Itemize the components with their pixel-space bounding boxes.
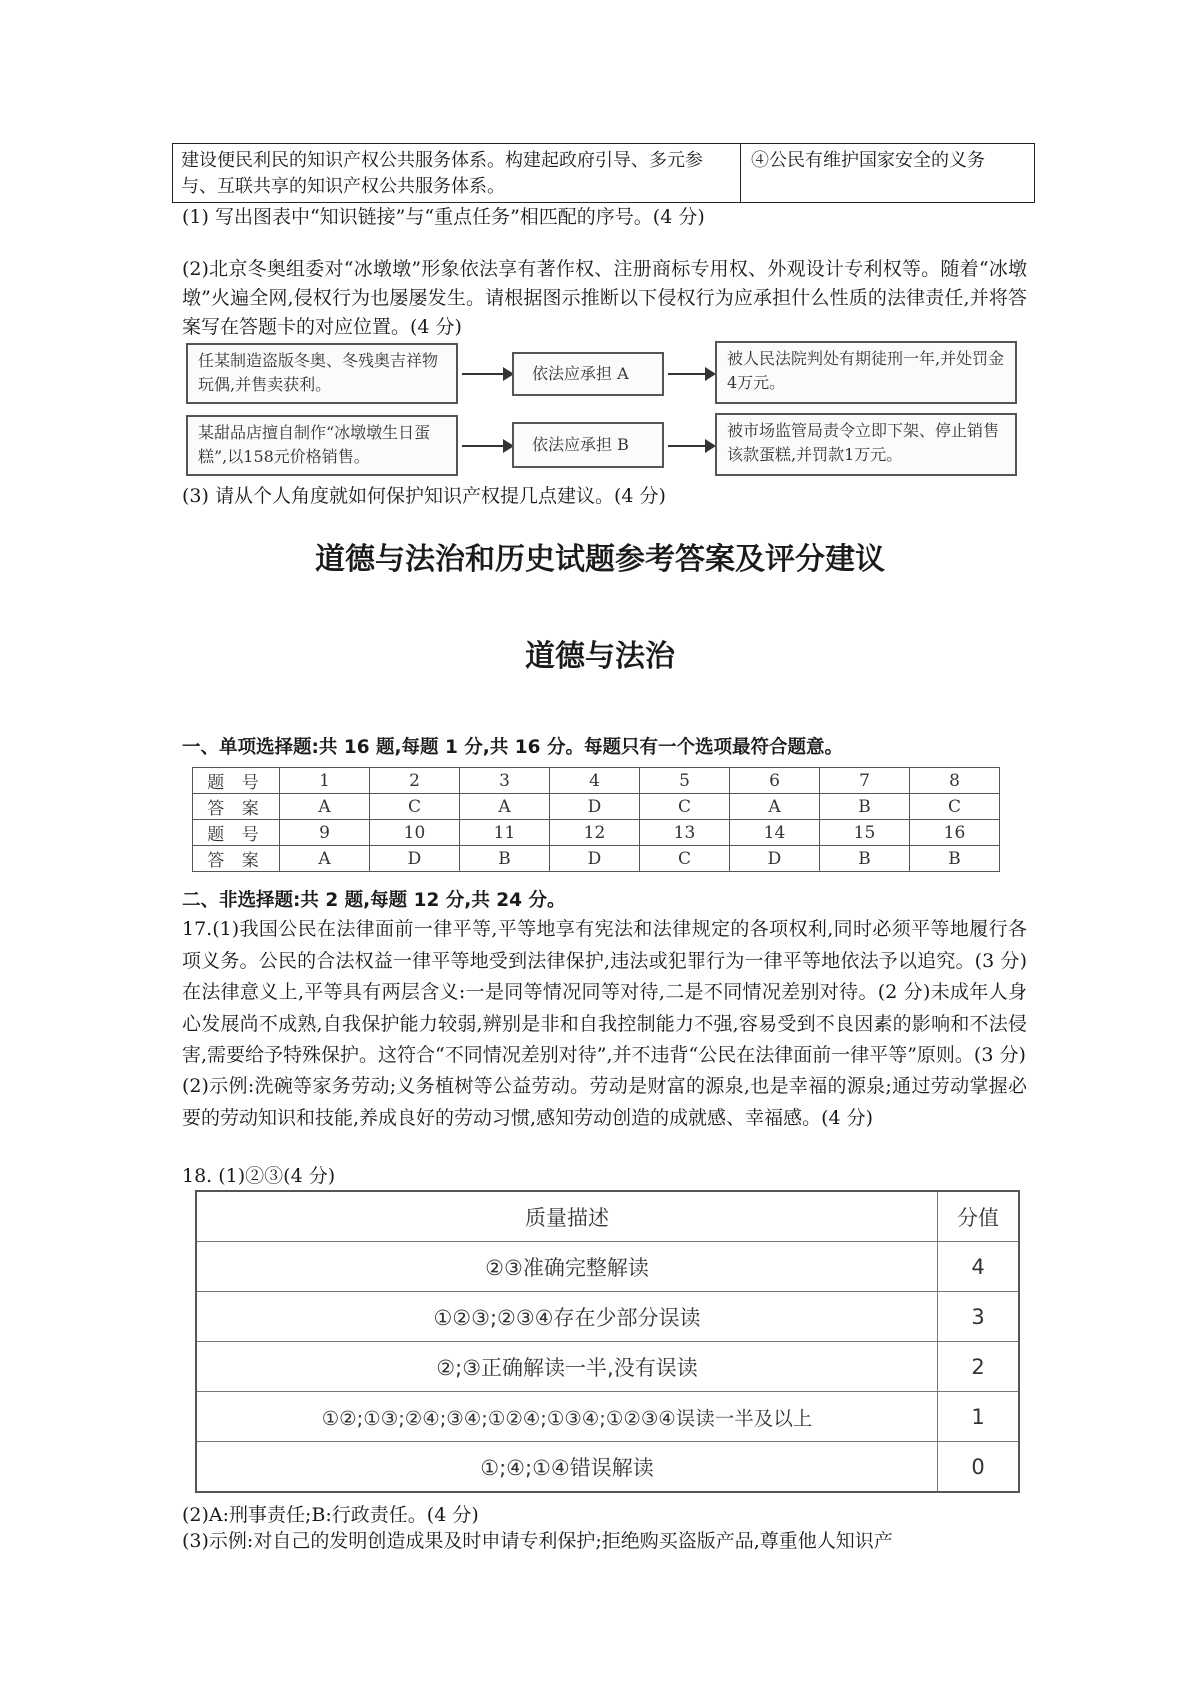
grid-label-num: 题 号 — [193, 768, 280, 794]
quality-score: 2 — [938, 1342, 1020, 1392]
quality-table-header — [196, 1191, 1019, 1242]
answer-17-1: 17.(1)我国公民在法律面前一律平等,平等地享有宪法和法律规定的各项权利,同时必须平等地履行各项义务。公民的合法权益一律平等地受到法律保护,违法或犯罪行为一律平等地依法予以追究。(3 分)在法律意义上,平等具有两层含义:一是同等情况同等对待,二是不同情况差别对待。(2 分)未成年人身心发展尚不成熟,自我保护能力较弱,辨别是非和自我控制能力不强,容易受到不良因素的影响和不法侵害,需要给予特殊保护。这符合“不同情况差别对待”,并不违背“公民在法律面前一律平等”原则。(3 分) — [182, 918, 1027, 1066]
quality-desc: ①②;①③;②④;③④;①②④;①③④;①②③④误读一半及以上 — [196, 1392, 938, 1442]
question-1: (1) 写出图表中“知识链接”与“重点任务”相匹配的序号。(4 分) — [182, 206, 705, 228]
grid-cell: C — [370, 794, 460, 820]
grid-cell: 4 — [550, 768, 640, 794]
quality-header-desc: 质量描述 — [196, 1191, 938, 1242]
grid-label-answer: 答 案 — [193, 794, 280, 820]
arrow-icon — [668, 373, 714, 375]
answer-18-3: (3)示例:对自己的发明创造成果及时申请专利保护;拒绝购买盗版产品,尊重他人知识产 — [182, 1530, 893, 1552]
grid-cell: C — [910, 794, 1000, 820]
grid-cell: B — [910, 846, 1000, 872]
grid-cell: A — [280, 846, 370, 872]
grid-cell: 12 — [550, 820, 640, 846]
section2-heading: 二、非选择题:共 2 题,每题 12 分,共 24 分。 — [182, 890, 566, 911]
grid-cell: 3 — [460, 768, 550, 794]
quality-header-score: 分值 — [938, 1191, 1020, 1242]
grid-cell: 7 — [820, 768, 910, 794]
quality-desc: ①;④;①④错误解读 — [196, 1442, 938, 1493]
answer-17-2: (2)示例:洗碗等家务劳动;义务植树等公益劳动。劳动是财富的源泉,也是幸福的源泉;通过劳动掌握必要的劳动知识和技能,养成良好的劳动习惯,感知劳动创造的成就感、幸福感。(4 分) — [182, 1075, 1027, 1129]
grid-cell: 1 — [280, 768, 370, 794]
question-2: (2)北京冬奥组委对“冰墩墩”形象依法享有著作权、注册商标专用权、外观设计专利权等。随着“冰墩墩”火遍全网,侵权行为也屡屡发生。请根据图示推断以下侵权行为应承担什么性质的法律责任,并将答案写在答题卡的对应位置。(4 分) — [182, 258, 1027, 338]
grid-row-answers-1 — [193, 794, 1000, 820]
grid-cell: C — [640, 846, 730, 872]
top-table — [172, 143, 1035, 203]
flow-row1-right: 被人民法院判处有期徒刑一年,并处罚金4万元。 — [715, 341, 1017, 404]
quality-score: 3 — [938, 1292, 1020, 1342]
quality-row — [196, 1342, 1019, 1392]
grid-cell: D — [370, 846, 460, 872]
quality-table — [195, 1190, 1020, 1493]
grid-cell: 16 — [910, 820, 1000, 846]
grid-cell: 14 — [730, 820, 820, 846]
quality-score: 1 — [938, 1392, 1020, 1442]
question-3: (3) 请从个人角度就如何保护知识产权提几点建议。(4 分) — [182, 485, 666, 507]
grid-row-answers-2 — [193, 846, 1000, 872]
grid-cell: 11 — [460, 820, 550, 846]
quality-desc: ②③准确完整解读 — [196, 1242, 938, 1292]
main-title: 道德与法治和历史试题参考答案及评分建议 — [315, 542, 885, 577]
flow-row2-middle: 依法应承担 B — [512, 422, 664, 468]
grid-label-num: 题 号 — [193, 820, 280, 846]
grid-cell: 13 — [640, 820, 730, 846]
answer-18-1: 18. (1)②③(4 分) — [182, 1165, 336, 1187]
quality-desc: ①②③;②③④存在少部分误读 — [196, 1292, 938, 1342]
grid-cell: C — [640, 794, 730, 820]
flow-row2-left: 某甜品店擅自制作“冰墩墩生日蛋糕”,以158元价格销售。 — [186, 415, 458, 476]
grid-row-nums-2 — [193, 820, 1000, 846]
grid-cell: A — [730, 794, 820, 820]
quality-desc: ②;③正确解读一半,没有误读 — [196, 1342, 938, 1392]
grid-cell: 9 — [280, 820, 370, 846]
flow-row1-left: 任某制造盗版冬奥、冬残奥吉祥物玩偶,并售卖获利。 — [186, 343, 458, 404]
grid-cell: A — [460, 794, 550, 820]
quality-row — [196, 1292, 1019, 1342]
quality-score: 4 — [938, 1242, 1020, 1292]
grid-cell: 5 — [640, 768, 730, 794]
top-table-right-cell: ④公民有维护国家安全的义务 — [751, 150, 985, 171]
arrow-icon — [668, 445, 714, 447]
grid-cell: B — [460, 846, 550, 872]
top-table-left-cell: 建设便民利民的知识产权公共服务体系。构建起政府引导、多元参与、互联共享的知识产权公共服务体系。 — [173, 144, 741, 202]
quality-row — [196, 1442, 1019, 1493]
grid-cell: D — [550, 794, 640, 820]
grid-cell: 15 — [820, 820, 910, 846]
grid-cell: 10 — [370, 820, 460, 846]
flow-row2-right: 被市场监管局责令立即下架、停止销售该款蛋糕,并罚款1万元。 — [715, 413, 1017, 476]
grid-cell: 8 — [910, 768, 1000, 794]
quality-row — [196, 1242, 1019, 1292]
grid-cell: 6 — [730, 768, 820, 794]
grid-cell: D — [550, 846, 640, 872]
answer-18-2: (2)A:刑事责任;B:行政责任。(4 分) — [182, 1504, 479, 1526]
grid-cell: A — [280, 794, 370, 820]
grid-label-answer: 答 案 — [193, 846, 280, 872]
grid-row-nums-1 — [193, 768, 1000, 794]
grid-cell: D — [730, 846, 820, 872]
arrow-icon — [462, 445, 512, 447]
sub-title: 道德与法治 — [525, 639, 675, 674]
flow-row1-middle: 依法应承担 A — [512, 352, 664, 396]
arrow-icon — [462, 373, 512, 375]
quality-score: 0 — [938, 1442, 1020, 1493]
grid-cell: B — [820, 794, 910, 820]
grid-cell: 2 — [370, 768, 460, 794]
answer-grid — [192, 767, 1000, 872]
grid-cell: B — [820, 846, 910, 872]
section1-heading: 一、单项选择题:共 16 题,每题 1 分,共 16 分。每题只有一个选项最符合题意。 — [182, 737, 843, 758]
quality-row — [196, 1392, 1019, 1442]
